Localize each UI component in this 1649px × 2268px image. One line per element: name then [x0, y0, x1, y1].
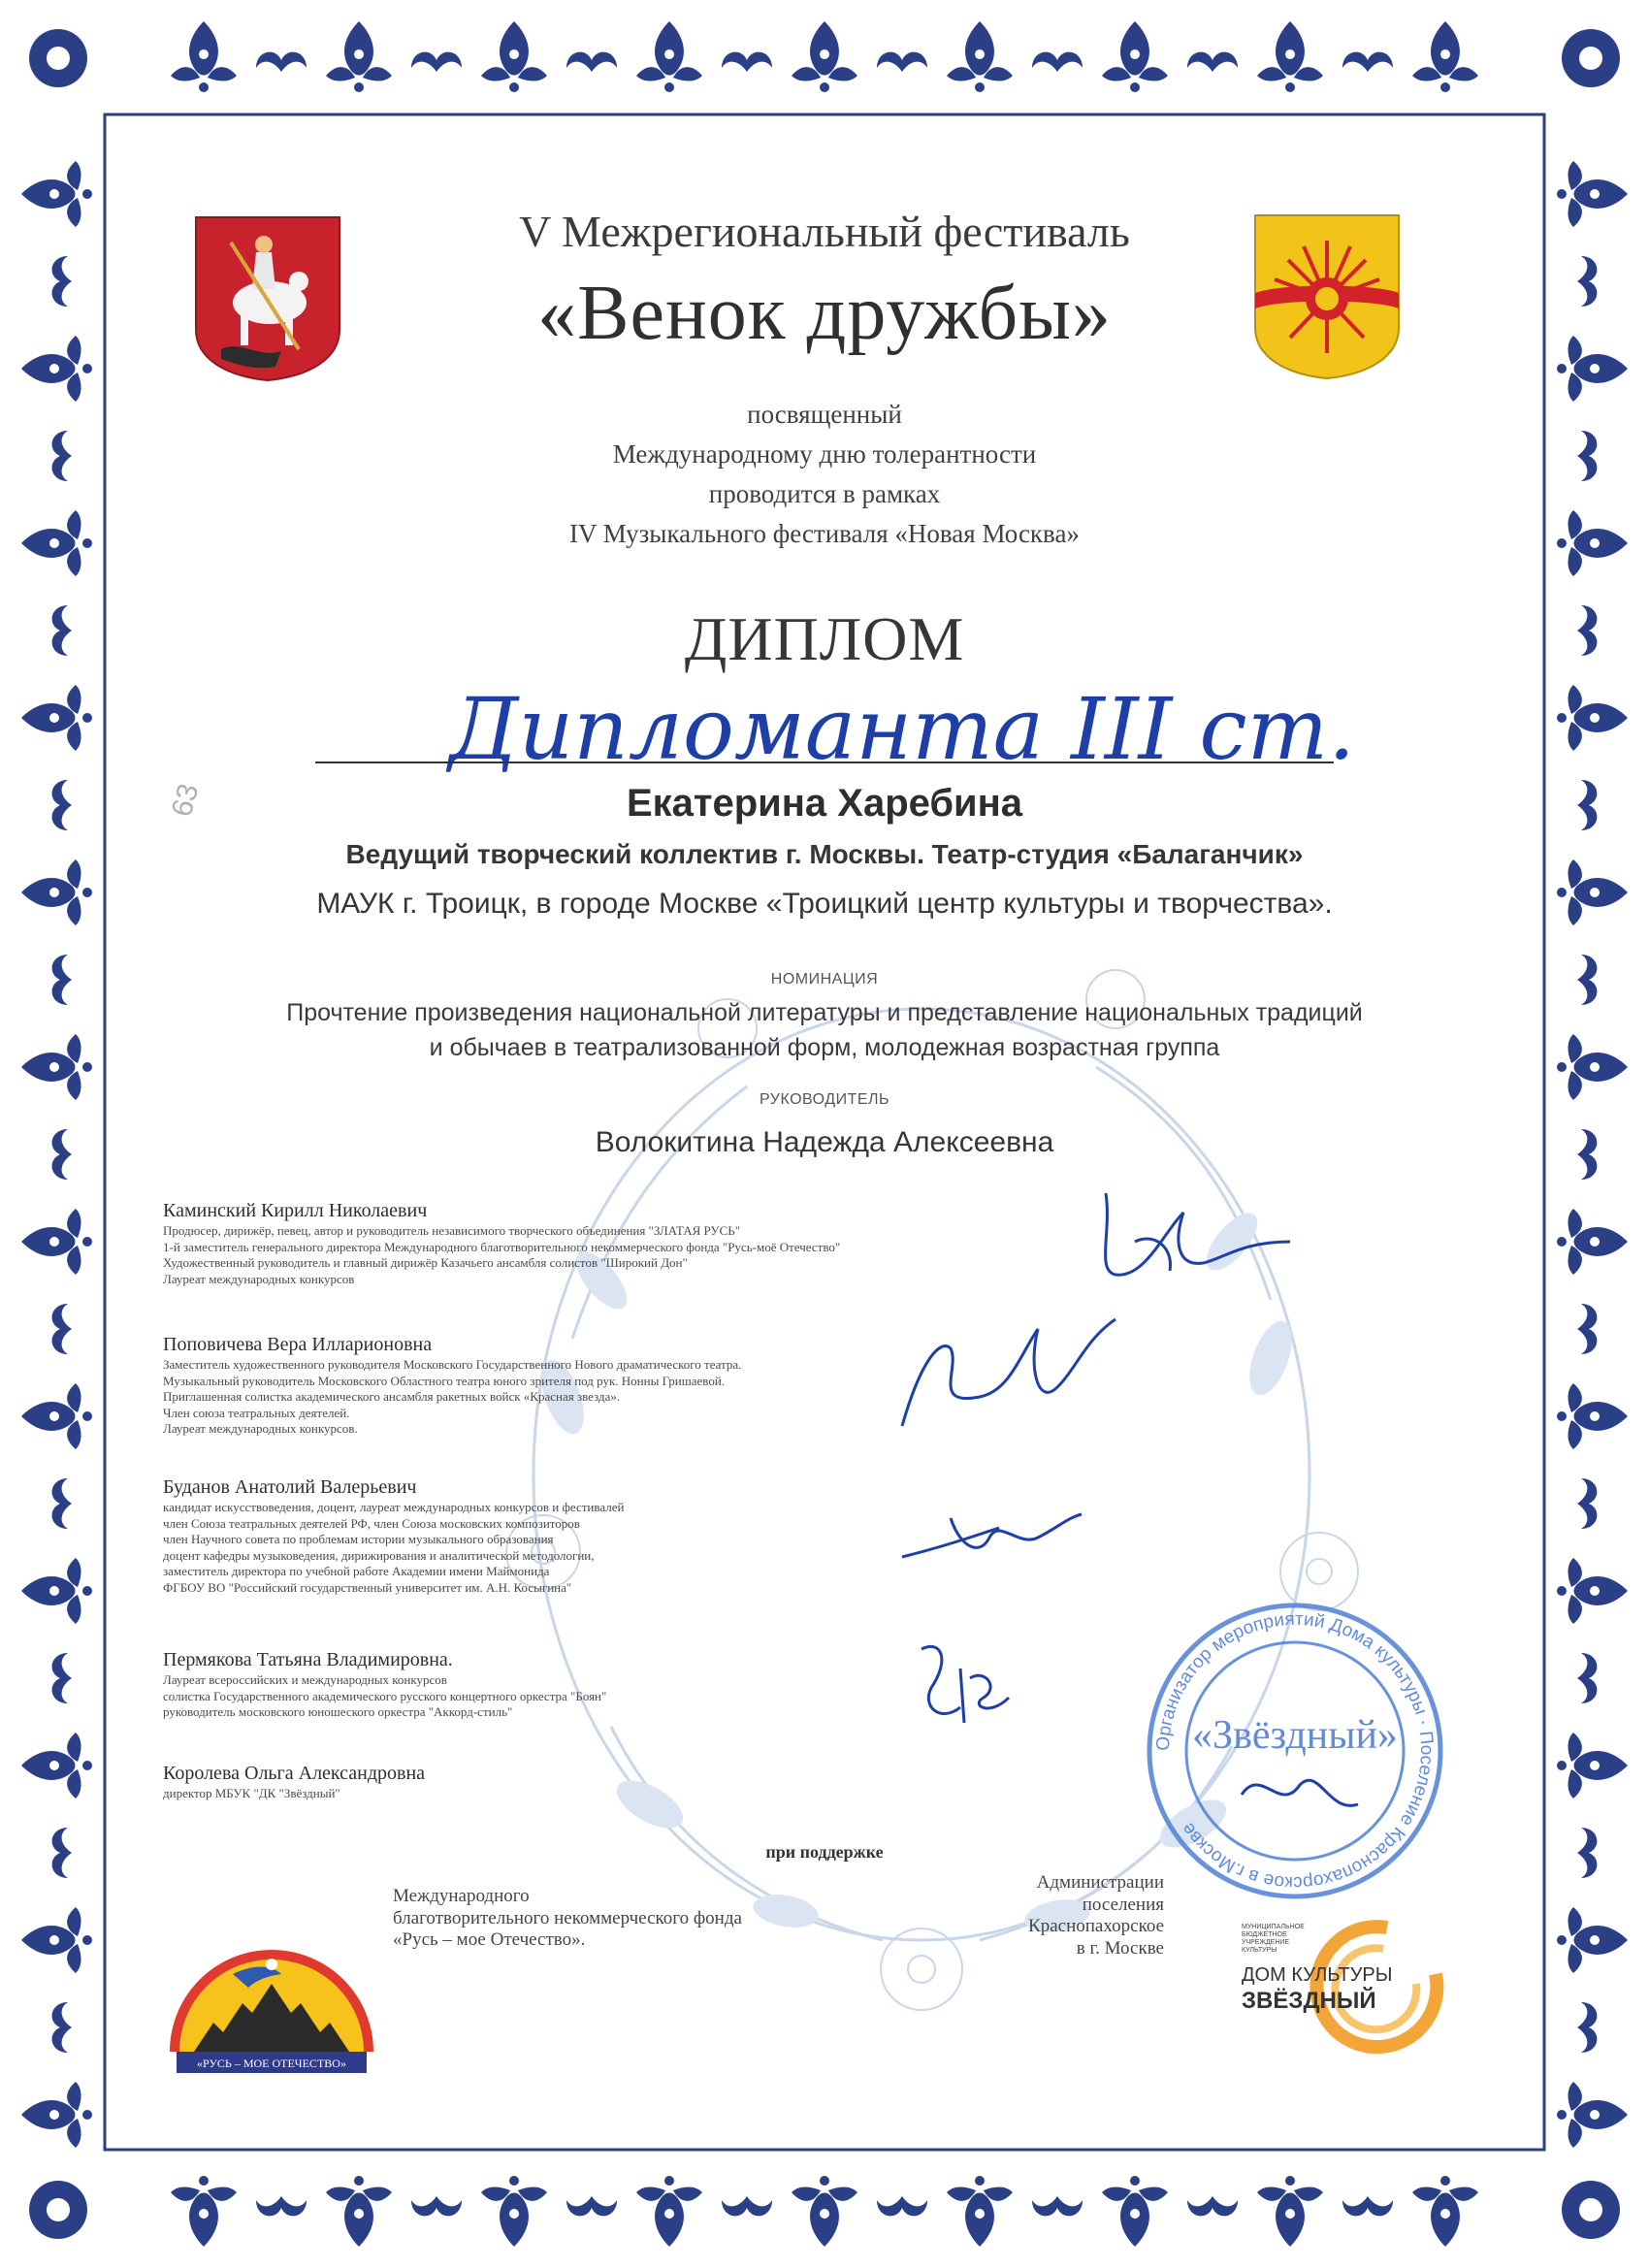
jury-member	[163, 1761, 425, 1802]
signature-kaminsky	[1077, 1174, 1300, 1290]
stamp-outer-text: Организатор мероприятий Дома культуры · Поселение Краснопахорское в г.Москве	[1152, 1608, 1438, 1894]
stamp-center-text: «Звёздный»	[1192, 1713, 1398, 1758]
margin-pencil-number: 63	[165, 780, 206, 821]
dk-logo-small-line: КУЛЬТУРЫ	[1242, 1947, 1277, 1954]
admin-text	[970, 1872, 1164, 1960]
dk-logo-small-line: БЮДЖЕТНОЕ	[1242, 1931, 1287, 1938]
fund-logo	[155, 1906, 388, 2081]
fund-text-line: Международного	[393, 1886, 530, 1906]
jury-detail: Лауреат всероссийских и международных конкурсов	[163, 1672, 447, 1687]
jury-name: Поповичева Вера Илларионовна	[163, 1334, 433, 1355]
signature-permyakova	[902, 1630, 1018, 1736]
dk-logo-small-line: МУНИЦИПАЛЬНОЕ	[1242, 1924, 1305, 1930]
jury-detail: Заместитель художественного руководителя Московского Государственного Нового драматического театра.	[163, 1357, 742, 1372]
supervisor-name: Волокитина Надежда Алексеевна	[595, 1126, 1054, 1158]
jury-name: Пермякова Татьяна Владимировна.	[163, 1649, 453, 1670]
jury-member	[163, 1474, 624, 1596]
nomination-text-line: и обычаев в театрализованной форм, молодежная возрастная группа	[429, 1034, 1220, 1061]
signature-budanov	[892, 1499, 1086, 1576]
official-stamp	[1135, 1591, 1455, 1911]
jury-detail: директор МБУК "ДК "Звёздный"	[163, 1786, 340, 1800]
recipient-name: Екатерина Харебина	[626, 782, 1023, 825]
subtitle-line: IV Музыкального фестиваля «Новая Москва»	[569, 519, 1080, 548]
diploma-heading: ДИПЛОМ	[684, 604, 965, 673]
admin-text-line: Краснопахорское	[1028, 1916, 1164, 1936]
jury-detail: Лауреат международных конкурсов.	[163, 1421, 358, 1436]
jury-name: Королева Ольга Александровна	[163, 1763, 426, 1784]
degree-underline	[315, 761, 1334, 763]
jury-detail: член Научного совета по проблемам истории музыкального образования	[163, 1532, 554, 1546]
support-title: при поддержке	[765, 1842, 884, 1862]
border-bottom	[171, 2176, 1478, 2247]
nomination-label: НОМИНАЦИЯ	[770, 971, 879, 988]
jury-detail: ФГБОУ ВО "Российский государственный университет им. А.Н. Косыгина"	[163, 1579, 572, 1595]
subtitle-line: Международному дню толерантности	[612, 439, 1037, 469]
dk-logo-small-line: УЧРЕЖДЕНИЕ	[1242, 1939, 1290, 1946]
jury-member	[163, 1647, 606, 1721]
jury-detail: Музыкальный руководитель Московского Областного театра юного зрителя под рук. Нонны Гришаевой.	[163, 1373, 726, 1388]
fund-text-line: благотворительного некоммерческого фонда	[393, 1907, 742, 1928]
festival-title-line2: «Венок дружбы»	[537, 271, 1112, 356]
jury-detail: Лауреат международных конкурсов	[163, 1271, 355, 1286]
jury-detail: 1-й заместитель генерального директора Международного благотворительного некоммерческого фонда "Русь-моё Отечество"	[163, 1239, 841, 1254]
recipient-institution: МАУК г. Троицк, в городе Москве «Троицкий центр культуры и творчества».	[316, 888, 1333, 920]
admin-text-line: в г. Москве	[1076, 1937, 1164, 1959]
jury-detail: заместитель директора по учебной работе Академии имени Маймонида	[163, 1564, 550, 1578]
dk-logo-small-text	[1242, 1924, 1305, 1955]
recipient-collective: Ведущий творческий коллектив г. Москвы. Театр-студия «Балаганчик»	[345, 839, 1304, 869]
supervisor-label: РУКОВОДИТЕЛЬ	[759, 1091, 890, 1108]
jury-detail: руководитель московского юношеского оркестра "Аккорд-стиль"	[163, 1704, 513, 1719]
jury-detail: доцент кафедры музыковедения, дирижирования и аналитической методологии,	[163, 1547, 595, 1563]
jury-detail: Продюсер, дирижёр, певец, автор и руководитель независимого творческого объединения "ЗЛАТАЯ РУСЬ"	[163, 1223, 741, 1238]
admin-text-line: Администрации	[1036, 1872, 1164, 1893]
handwritten-degree: Дипломанта III ст.	[448, 679, 1356, 779]
jury-detail: Приглашенная солистка академического ансамбля ракетных войск «Красная звезда».	[163, 1389, 621, 1404]
festival-title-line1: V Межрегиональный фестиваль	[519, 207, 1130, 256]
fund-text	[393, 1886, 742, 1952]
jury-name: Буданов Анатолий Валерьевич	[163, 1476, 417, 1498]
fund-text-line: «Русь – мое Отечество».	[393, 1929, 586, 1950]
jury-member	[163, 1198, 840, 1287]
jury-detail: Художественный руководитель и главный дирижёр Казачьего ансамбля солистов "Широкий Дон"	[163, 1255, 688, 1270]
jury-member	[163, 1332, 741, 1438]
subtitle-line: посвященный	[747, 400, 902, 429]
jury-name: Каминский Кирилл Николаевич	[163, 1200, 428, 1221]
subtitle-line: проводится в рамках	[708, 479, 941, 508]
border-top	[171, 21, 1478, 92]
dk-logo-line1: ДОМ КУЛЬТУРЫ	[1242, 1964, 1393, 1986]
jury-detail: Член союза театральных деятелей.	[163, 1405, 350, 1420]
signature-popovicheva	[892, 1300, 1125, 1445]
jury-detail: солистка Государственного академического русского концертного оркестра "Боян"	[163, 1688, 607, 1703]
dk-logo-line2: ЗВЁЗДНЫЙ	[1242, 1988, 1376, 2014]
nomination-text-line: Прочтение произведения национальной литературы и представление национальных традиций	[286, 999, 1363, 1026]
jury-detail: член Союза театральных деятелей РФ, член Союза московских композиторов	[163, 1515, 580, 1531]
fund-logo-text: «РУСЬ – МОЕ ОТЕЧЕСТВО»	[197, 2057, 346, 2070]
admin-text-line: поселения	[1082, 1894, 1164, 1915]
jury-detail: кандидат искусствоведения, доцент, лауреат международных конкурсов и фестивалей	[163, 1500, 625, 1514]
dk-zvezdny-logo	[1242, 1916, 1455, 2061]
